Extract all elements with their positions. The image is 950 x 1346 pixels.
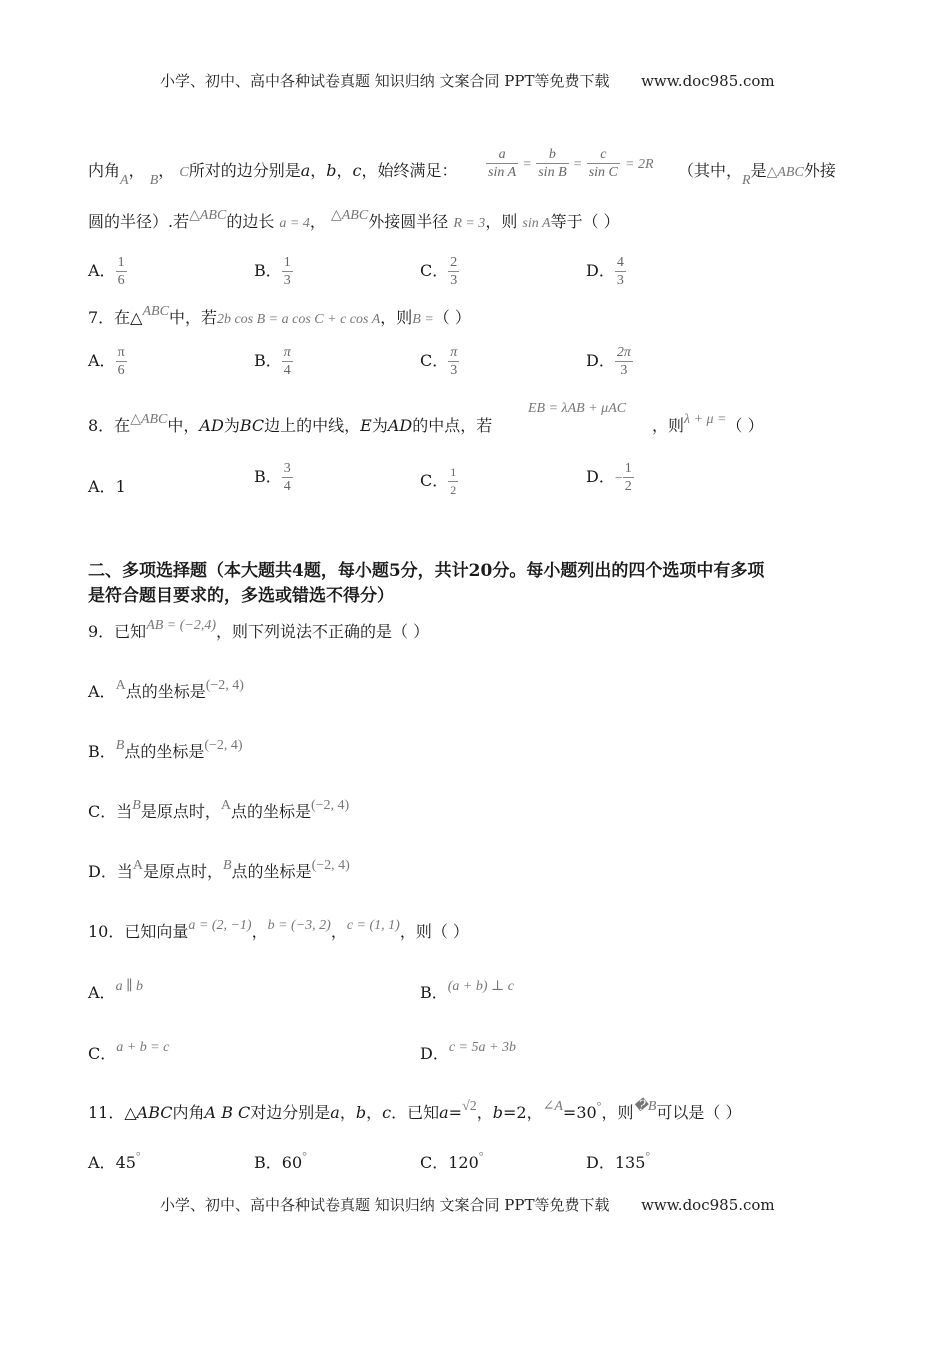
q10-option-c[interactable] [88,1041,169,1064]
option-label: A． [88,682,116,701]
q6-triangle: △ABC [189,208,227,223]
fraction [282,254,293,289]
q8-option-c[interactable] [420,464,458,499]
q8-text: 边上的中线， [264,416,361,435]
numerator: a [498,147,506,162]
degree-symbol: ° [596,1099,602,1113]
q11-option-d[interactable] [586,1150,650,1173]
q6-triangle: △ABC [766,165,804,180]
q9-text: 9．已知 [88,622,147,641]
option-text: 点的坐标是 [124,742,205,761]
fraction [486,146,518,181]
numerator: 3 [283,461,291,476]
q11-side-c: c [382,1103,392,1122]
option-label: C． [420,351,449,370]
q11-text: ，则 [601,1103,634,1122]
q8-option-a[interactable] [88,474,126,497]
q6-option-d[interactable] [586,254,626,289]
numerator: π [450,345,458,360]
fraction [116,344,127,379]
option-label: A． [88,983,116,1002]
q7-equation: 2b cos B = a cos C + c cos A [216,312,381,327]
denominator: 3 [616,273,624,288]
q6-line1-end [678,158,836,188]
q8-ad: AD [387,416,413,435]
option-label: B． [420,983,448,1002]
q6-text: 内角 [88,161,121,180]
q6-side-c: c [352,161,362,180]
q7-b-eq: B = [412,312,434,327]
option-value: 120 [448,1153,479,1172]
option-label: A． [88,1153,116,1172]
coordinate: (−2, 4) [205,678,244,693]
option-label: D．当 [88,862,133,881]
denominator: 3 [615,361,633,379]
q6-var-C: C [179,165,189,180]
q8-lambda-mu: λ + μ = [684,412,727,427]
fraction [615,254,626,289]
q7-option-d[interactable] [586,344,633,379]
fraction [623,460,634,495]
q11-text: 内角 [172,1103,205,1122]
option-label: C．当 [88,802,133,821]
numerator: 2π [616,345,631,360]
q10-option-a[interactable] [88,980,143,1003]
q6-text: 等于（ ） [550,212,620,231]
numerator: 1 [117,255,125,270]
q10-sep: ， [251,922,268,941]
q6-2r: = 2R [625,157,654,172]
fraction [282,460,293,495]
option-value: 135 [614,1153,646,1172]
header-text [160,70,775,91]
point-label: B [132,798,141,813]
q6-sin-a: sin A [522,216,551,231]
q6-text: 圆的半径）.若 [88,212,190,231]
coordinate: (−2, 4) [311,858,350,873]
q8-text: ，则 [652,416,685,435]
degree-symbol: ° [302,1149,307,1163]
option-label: D． [586,351,615,370]
q6-text: 外接 [803,161,836,180]
q11-sqrt-2: √2 [462,1099,477,1114]
option-label: D． [586,1153,615,1172]
q7-triangle: ABC [142,304,169,319]
option-label: B． [254,467,282,486]
point-label: A [115,678,126,693]
denominator: sin A [488,165,517,180]
fraction [536,146,568,181]
degree-symbol: ° [645,1149,651,1163]
fraction [587,146,620,181]
denominator: 6 [117,273,125,288]
q6-r-value: R = 3 [453,216,486,231]
numerator: b [548,147,556,162]
q7-stem [88,305,471,328]
q6-line1 [88,158,458,188]
q6-text: （其中， [678,161,743,180]
q8-option-b[interactable] [254,460,293,495]
section-2-heading-cont: 是符合题目要求的，多选或错选不得分） [88,586,394,606]
option-text: 点的坐标是 [125,682,206,701]
q7-text: ，则 [380,308,413,327]
q6-sep: ， [310,161,327,180]
q6-text: 的边长 [226,212,275,231]
q11-b-eq: b [492,1103,504,1122]
fraction [448,344,459,379]
degree-symbol: ° [135,1149,141,1163]
q10-text: 10．已知向量 [88,922,189,941]
q6-text: ， [309,212,326,231]
q11-text: 11．△ [88,1103,137,1122]
q10-stem [88,919,469,942]
q8-text: 为 [223,416,240,435]
q6-side-a: a [300,161,311,180]
header-left: 小学、初中、高中各种试卷真题 知识归纳 文案合同 PPT等免费下载 [160,72,610,90]
numerator: 1 [624,461,632,476]
denominator: 3 [283,273,291,288]
option-text: 点的坐标是 [230,802,311,821]
point-label: B [115,738,125,753]
q9-option-a[interactable] [88,679,244,702]
option-value: 45 [115,1153,136,1172]
q6-line2 [88,209,620,232]
option-text: 是原点时， [140,802,221,821]
option-label: B． [88,742,116,761]
q10-sep: ， [330,922,347,941]
q9-stem [88,619,429,642]
q6-option-a[interactable] [88,254,127,289]
q11-a-eq: a= [439,1103,463,1122]
option-value: 60 [281,1153,303,1172]
q6-comma: ， [158,161,175,180]
denominator: sin C [588,165,618,180]
numerator: π [283,345,291,360]
q8-stem-end [652,413,764,436]
option-expression: a + b = c [116,1040,170,1055]
q6-comma: ， [128,161,145,180]
q6-option-c[interactable] [420,254,459,289]
q8-text: （ ） [726,416,764,435]
option-label: B． [254,351,282,370]
q8-e: E [360,416,372,435]
q6-text: ，始终满足： [361,161,458,180]
denominator: 3 [450,273,458,288]
footer-text [160,1194,775,1215]
q10-text: ，则（ ） [399,922,469,941]
q6-var-B: B [149,173,159,188]
equals: = [573,157,582,172]
q6-var-R: R [742,173,751,188]
option-label: C． [420,1153,449,1172]
q9-option-b[interactable] [88,739,243,762]
q11-angle-a: ∠A [542,1099,563,1114]
numerator: 1 [283,255,291,270]
q11-option-b[interactable] [254,1150,307,1173]
point-label: A [220,798,231,813]
option-label: C． [420,261,449,280]
fraction [615,344,633,379]
q7-option-c[interactable] [420,344,459,379]
q11-text: 可以是（ ） [656,1103,742,1122]
q6-text: 外接圆半径 [368,212,449,231]
footer-url[interactable]: www.doc985.com [641,1196,775,1214]
option-expression: c = 5a + 3b [448,1040,516,1055]
option-label: D． [586,467,615,486]
option-expression: a ∥ b [115,979,144,994]
footer-left: 小学、初中、高中各种试卷真题 知识归纳 文案合同 PPT等免费下载 [160,1196,610,1214]
q6-sine-law [486,146,654,181]
q10-vector-c: c = (1, 1) [346,918,400,933]
equals: = [523,157,532,172]
point-label: B [222,858,232,873]
fraction [282,344,293,379]
q11-option-c[interactable] [420,1150,484,1173]
q6-option-b[interactable] [254,254,293,289]
q11-sep: ， [366,1103,383,1122]
option-label: A． [88,351,116,370]
option-label: C． [88,1044,117,1063]
q11-text: =2， [503,1103,543,1122]
q11-sep: ， [339,1103,356,1122]
option-label: B． [254,1153,282,1172]
q8-text: 为 [371,416,388,435]
q8-vector-equation: EB = λAB + μAC [528,401,627,416]
header-url[interactable]: www.doc985.com [641,72,775,90]
q6-side-b: b [326,161,337,180]
q6-triangle: △ABC [330,208,369,223]
q11-text: =30 [562,1103,597,1122]
numerator: 1 [450,465,457,479]
q8-ad: AD [199,416,224,435]
option-value: 1 [115,477,126,496]
option-label: C． [420,471,449,490]
fraction [116,254,127,289]
q11-option-a[interactable] [88,1150,141,1173]
minus-sign: − [614,471,623,486]
point-label: A [132,858,143,873]
q8-triangle: △ABC [130,412,168,427]
degree-symbol: ° [478,1149,484,1163]
q11-text: 对边分别是 [250,1103,331,1122]
denominator: 3 [448,361,459,379]
numerator: π [117,345,125,360]
q7-text: 7．在△ [88,308,143,327]
q11-triangle: ABC [136,1103,173,1122]
q11-side-b: b [355,1103,367,1122]
q6-sep: ， [336,161,353,180]
q8-text: 中， [167,416,200,435]
coordinate: (−2, 4) [310,798,350,813]
q11-text: ， [476,1103,493,1122]
q9-text: ，则下列说法不正确的是（ ） [216,622,430,641]
q8-text: 8．在 [88,416,131,435]
q6-var-A: A [120,173,129,188]
q7-option-b[interactable] [254,344,293,379]
q6-text: 所对的边分别是 [188,161,301,180]
q10-option-d[interactable] [420,1041,516,1064]
q7-text: （ ） [433,308,471,327]
q6-text: ，则 [485,212,518,231]
denominator: 2 [450,483,457,497]
option-label: D． [420,1044,449,1063]
q8-text: 的中点，若 [412,416,493,435]
q11-stem [88,1100,742,1123]
option-label: A． [88,261,116,280]
option-text: 点的坐标是 [231,862,312,881]
q7-option-a[interactable] [88,344,127,379]
q11-angles: A B C [204,1103,251,1122]
section-2-heading: 二、多项选择题（本大题共4题，每小题5分，共计20分。每小题列出的四个选项中有多项 [88,561,765,581]
q6-text: 是 [750,161,767,180]
denominator: 4 [282,361,293,379]
q10-option-b[interactable] [420,980,514,1003]
q8-stem [88,413,492,436]
denominator: sin B [538,165,567,180]
q8-option-d[interactable] [586,460,634,495]
fraction [448,254,459,289]
q10-vector-b: b = (−3, 2) [267,918,331,933]
q9-option-c[interactable] [88,799,349,822]
q11-side-a: a [330,1103,340,1122]
q9-option-d[interactable] [88,859,350,882]
coordinate: (−2, 4) [204,738,243,753]
q11-angle-b: �B [633,1099,657,1114]
q8-bc: BC [239,416,265,435]
denominator: 2 [624,479,632,494]
option-label: A． [88,477,116,496]
q11-text: ．已知 [391,1103,440,1122]
fraction [448,464,458,499]
numerator: 4 [616,255,624,270]
numerator: 2 [450,255,458,270]
q10-vector-a: a = (2, −1) [188,918,252,933]
q6-a-value: a = 4 [279,216,310,231]
option-expression: (a + b) ⊥ c [447,979,514,994]
denominator: 4 [283,479,291,494]
option-text: 是原点时， [142,862,223,881]
q9-vector: AB = (−2,4) [146,618,217,633]
option-label: B． [254,261,282,280]
denominator: 6 [116,361,127,379]
q7-text: 中，若 [168,308,217,327]
numerator: c [600,147,607,162]
option-label: D． [586,261,615,280]
